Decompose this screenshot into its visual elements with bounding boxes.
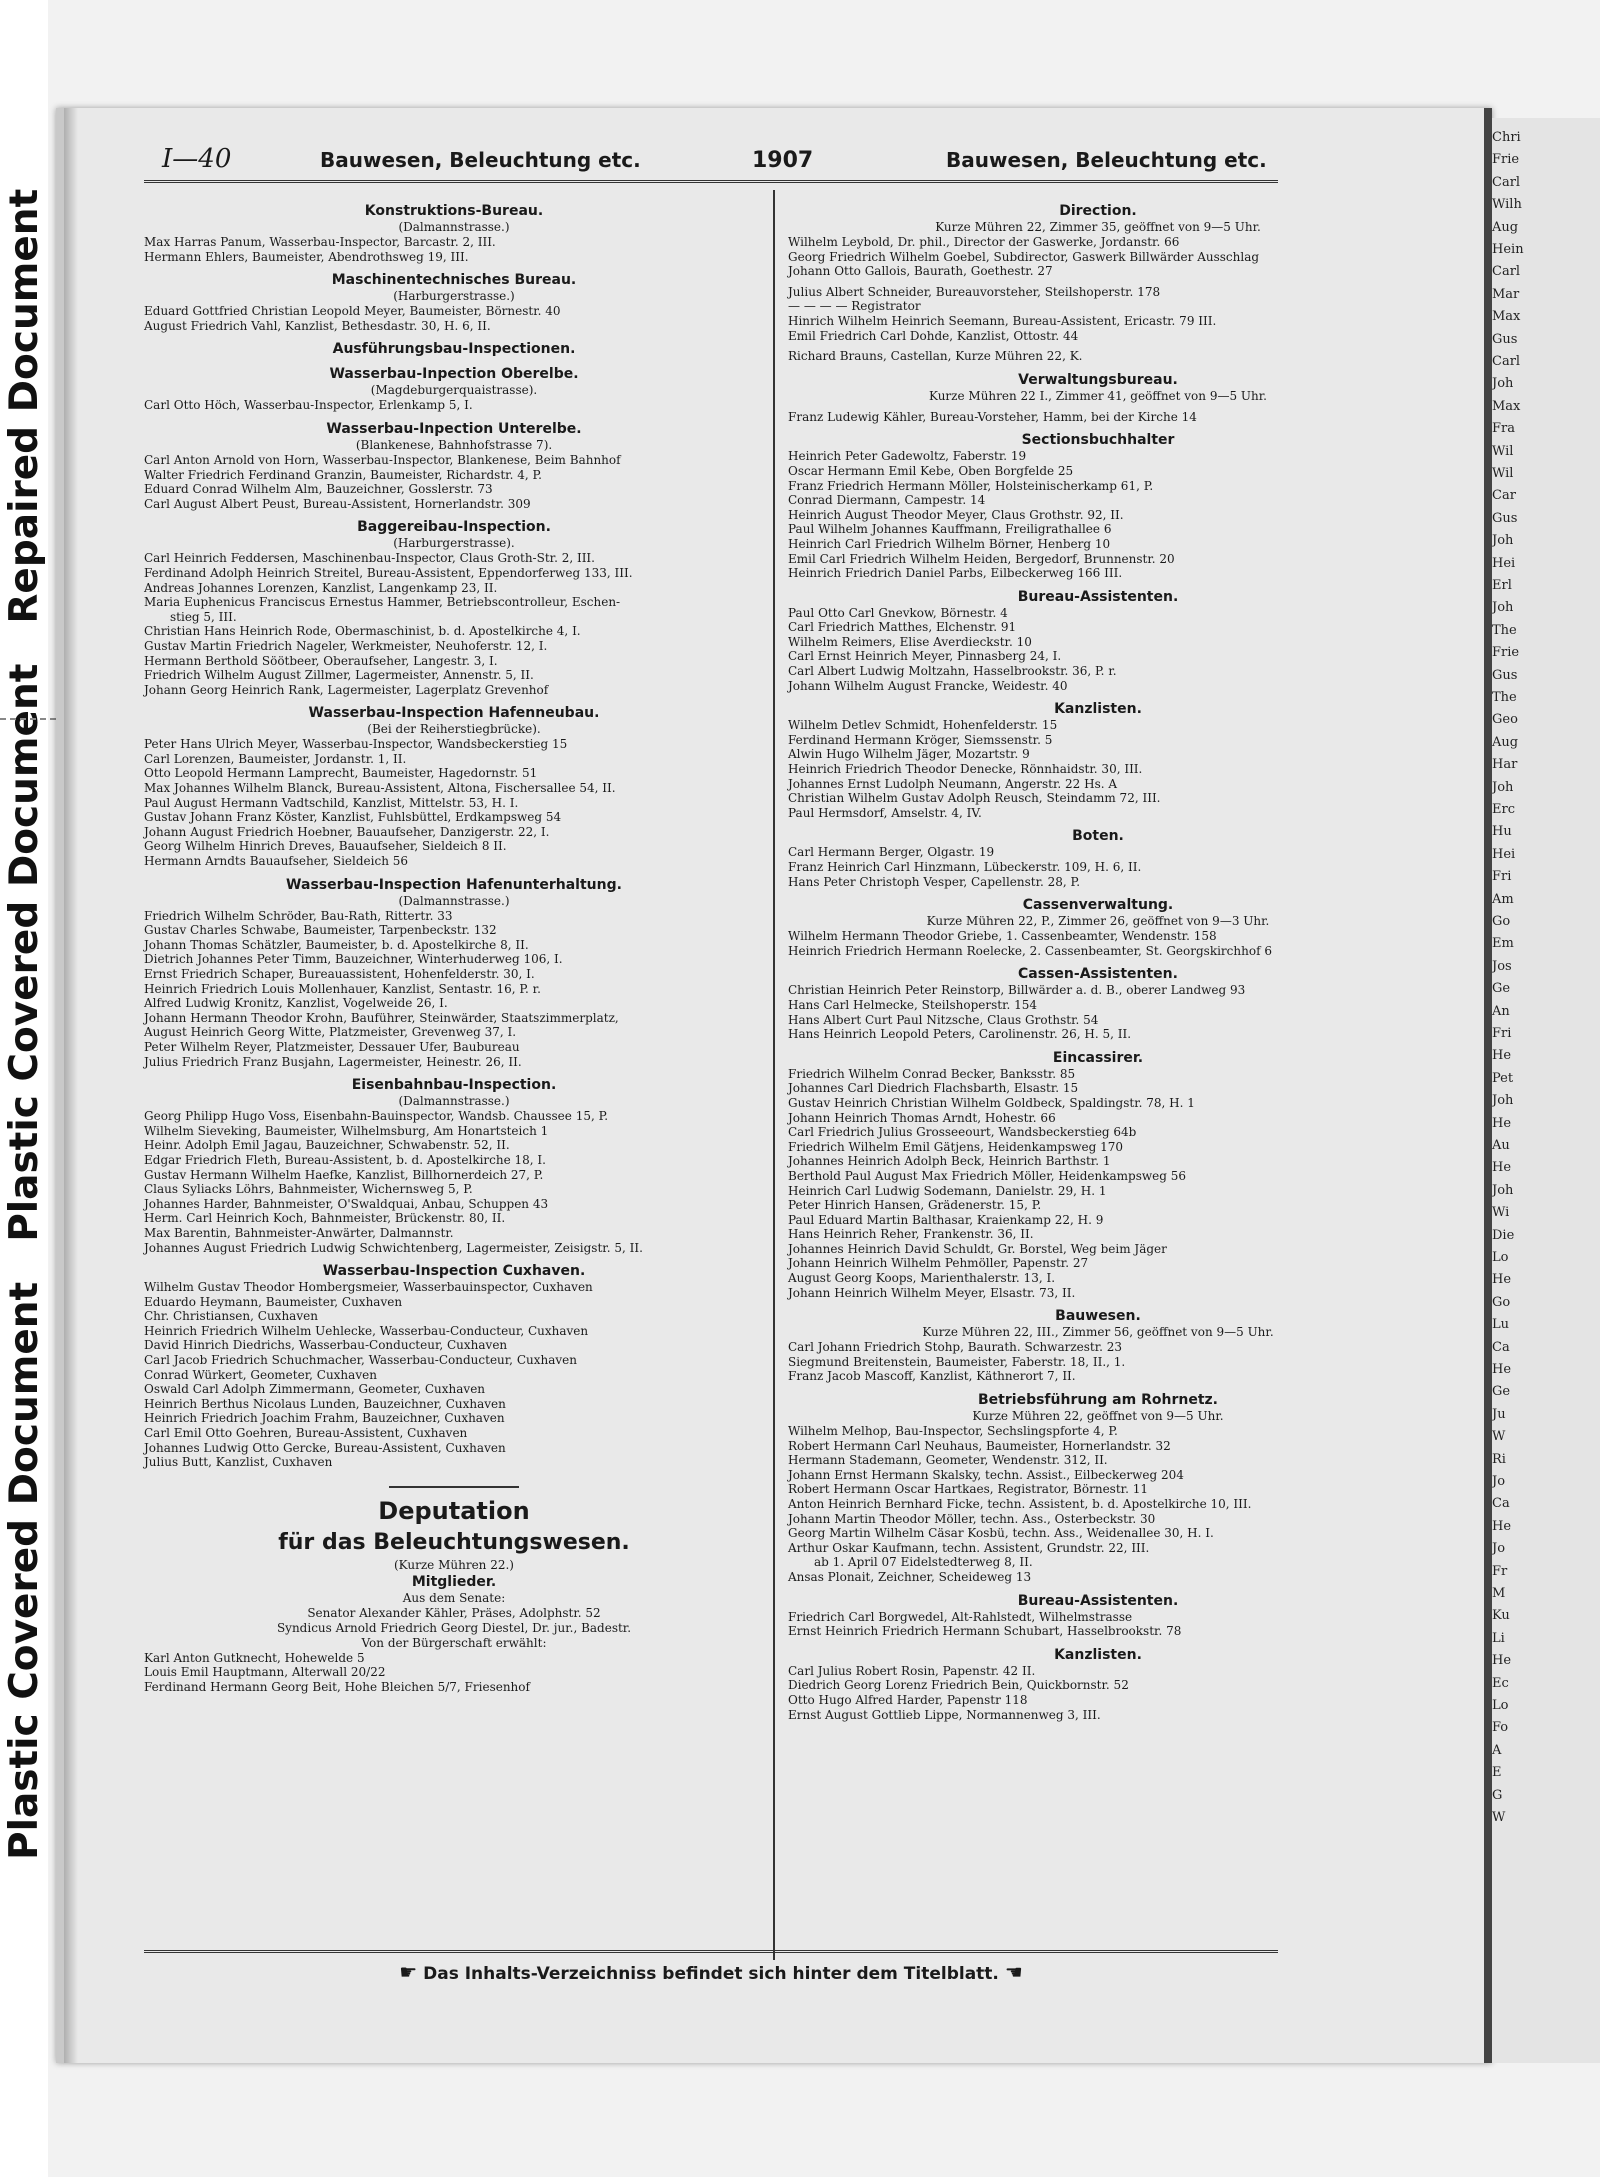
directory-entry: Johannes Carl Diedrich Flachsbarth, Elsastr. 15 — [788, 1081, 1079, 1096]
directory-entry: Friedrich Wilhelm August Zillmer, Lagermeister, Annenstr. 5, II. — [144, 668, 534, 683]
directory-entry: Franz Jacob Mascoff, Kanzlist, Käthnerort 7, II. — [788, 1369, 1076, 1384]
side-label-part3: Repaired Document — [2, 188, 47, 624]
directory-entry: Claus Syliacks Löhrs, Bahnmeister, Wichernsweg 5, P. — [144, 1182, 473, 1197]
directory-entry: Johann Ernst Hermann Skalsky, techn. Assist., Eilbeckerweg 204 — [788, 1467, 1184, 1482]
directory-entry: Carl Emil Otto Goehren, Bureau-Assistent, Cuxhaven — [144, 1426, 468, 1441]
directory-entry: Wilhelm Gustav Theodor Hombergsmeier, Wasserbauinspector, Cuxhaven — [144, 1280, 593, 1295]
directory-entry: Christian Wilhelm Gustav Adolph Reusch, Steindamm 72, III. — [788, 791, 1161, 806]
adjacent-page-text: Carl — [1492, 264, 1521, 280]
directory-entry: Heinrich Friedrich Joachim Frahm, Bauzeichner, Cuxhaven — [144, 1411, 505, 1426]
adjacent-page-text: The — [1492, 690, 1517, 705]
section-subheading: Kurze Mühren 22, P., Zimmer 26, geöffnet von 9—3 Uhr. — [926, 914, 1270, 929]
section-subheading: Kurze Mühren 22, III., Zimmer 56, geöffnet von 9—5 Uhr. — [922, 1325, 1274, 1340]
directory-entry: Paul Eduard Martin Balthasar, Kraienkamp 22, H. 9 — [788, 1212, 1104, 1227]
directory-entry: Siegmund Breitenstein, Baumeister, Faberstr. 18, II., 1. — [788, 1354, 1126, 1369]
directory-entry: Carl Ernst Heinrich Meyer, Pinnasberg 24, I. — [788, 649, 1062, 664]
adjacent-page-text: Gus — [1492, 667, 1518, 683]
adjacent-page-text: Hu — [1492, 824, 1512, 840]
directory-entry: Eduard Gottfried Christian Leopold Meyer, Baumeister, Börnestr. 40 — [144, 304, 561, 319]
adjacent-page-text: He — [1492, 1115, 1512, 1131]
section-heading: Maschinentechnisches Bureau. — [331, 272, 577, 289]
section-subheading: (Blankenese, Bahnhofstrasse 7). — [355, 437, 553, 452]
adjacent-page-text: Joh — [1492, 1182, 1514, 1198]
left-column — [144, 202, 764, 1695]
adjacent-page-text: Har — [1492, 757, 1518, 773]
directory-entry: Paul Wilhelm Johannes Kauffmann, Freiligrathallee 6 — [788, 522, 1112, 537]
directory-entry: Gustav Martin Friedrich Nageler, Werkmeister, Neuhoferstr. 12, I. — [144, 638, 548, 653]
directory-entry: Franz Friedrich Hermann Möller, Holsteinischerkamp 61, P. — [788, 478, 1154, 493]
directory-entry: Max Barentin, Bahnmeister-Anwärter, Dalmannstr. — [144, 1225, 454, 1240]
adjacent-page-text: Lo — [1492, 1250, 1509, 1265]
directory-entry: Peter Hans Ulrich Meyer, Wasserbau-Inspector, Wandsbeckerstieg 15 — [144, 737, 568, 752]
adjacent-page-text: Wi — [1492, 1205, 1510, 1221]
directory-entry: Johann Thomas Schätzler, Baumeister, b. d. Apostelkirche 8, II. — [144, 937, 529, 952]
deputation-title: Deputation — [378, 1496, 530, 1525]
section-heading: Wasserbau-Inspection Cuxhaven. — [322, 1263, 586, 1280]
section-heading: Direction. — [1059, 203, 1137, 219]
adjacent-page-text: Fri — [1492, 869, 1512, 885]
directory-entry: Herm. Carl Heinrich Koch, Bahnmeister, Brückenstr. 80, II. — [144, 1211, 506, 1226]
directory-entry: Johann Georg Heinrich Rank, Lagermeister, Lagerplatz Grevenhof — [144, 682, 549, 697]
adjacent-page-text: Hei — [1492, 846, 1516, 862]
citizen-member: Ferdinand Hermann Georg Beit, Hohe Bleichen 5/7, Friesenhof — [144, 1680, 530, 1694]
adjacent-page-text: Carl — [1492, 354, 1521, 369]
directory-entry: Julius Butt, Kanzlist, Cuxhaven — [144, 1455, 333, 1470]
adjacent-page-text: Gus — [1492, 510, 1518, 526]
section-heading: Wasserbau-Inpection Oberelbe. — [329, 366, 579, 383]
adjacent-page-text: Aug — [1492, 734, 1519, 750]
directory-entry: Diedrich Georg Lorenz Friedrich Bein, Quickbornstr. 52 — [788, 1678, 1129, 1693]
directory-entry: Johann August Friedrich Hoebner, Bauaufseher, Danzigerstr. 22, I. — [144, 824, 550, 839]
directory-entry: Johann Heinrich Wilhelm Meyer, Elsastr. 73, II. — [788, 1285, 1076, 1300]
directory-entry: Alwin Hugo Wilhelm Jäger, Mozartstr. 9 — [788, 747, 1030, 762]
directory-entry: Richard Brauns, Castellan, Kurze Mühren 22, K. — [788, 349, 1083, 364]
deputation-section — [144, 1494, 764, 1695]
directory-entry: Arthur Oskar Kaufmann, techn. Assistent, Grundstr. 22, III. — [788, 1540, 1150, 1555]
directory-entry: Heinrich August Theodor Meyer, Claus Grothstr. 92, II. — [788, 507, 1124, 522]
adjacent-page-text: Erc — [1492, 802, 1515, 817]
column-divider — [773, 190, 775, 1960]
directory-entry: Peter Wilhelm Reyer, Platzmeister, Dessauer Ufer, Baubureau — [144, 1039, 520, 1054]
directory-entry: Gustav Heinrich Christian Wilhelm Goldbeck, Spaldingstr. 78, H. 1 — [788, 1095, 1195, 1110]
adjacent-page-text: Max — [1492, 398, 1521, 414]
adjacent-page-text: W — [1492, 1429, 1506, 1445]
directory-entry: Hermann Arndts Bauaufseher, Sieldeich 56 — [144, 854, 409, 869]
section-heading: Kanzlisten. — [1054, 1646, 1142, 1663]
directory-entry: Carl Friedrich Matthes, Elchenstr. 91 — [788, 620, 1017, 635]
adjacent-page-text: Joh — [1492, 779, 1514, 795]
directory-entry: Carl Johann Friedrich Stohp, Baurath. Schwarzestr. 23 — [788, 1340, 1123, 1355]
adjacent-page-text: Jo — [1492, 1541, 1506, 1557]
adjacent-page-text: Ge — [1492, 981, 1511, 997]
deputation-rule — [389, 1486, 519, 1488]
directory-entry: Friedrich Wilhelm Schröder, Bau-Rath, Rittertr. 33 — [144, 908, 453, 923]
adjacent-page-text: Wil — [1492, 466, 1514, 481]
directory-entry: Georg Wilhelm Hinrich Dreves, Bauaufseher, Sieldeich 8 II. — [144, 839, 507, 854]
directory-entry: Edgar Friedrich Fleth, Bureau-Assistent, b. d. Apostelkirche 18, I. — [144, 1152, 546, 1167]
adjacent-page-text: Chri — [1492, 130, 1521, 145]
directory-entry: Robert Hermann Carl Neuhaus, Baumeister, Hornerlandstr. 32 — [788, 1438, 1171, 1453]
citizen-member: Louis Emil Hauptmann, Alterwall 20/22 — [144, 1665, 386, 1680]
section-heading: Konstruktions-Bureau. — [364, 203, 544, 219]
directory-entry: Ferdinand Hermann Kröger, Siemssenstr. 5 — [788, 732, 1053, 747]
citizen-member: Karl Anton Gutknecht, Hohewelde 5 — [144, 1650, 365, 1665]
directory-entry: stieg 5, III. — [170, 609, 237, 624]
directory-entry: Carl Albert Ludwig Moltzahn, Hasselbrookstr. 36, P. r. — [788, 664, 1117, 679]
pointing-hand-left-icon: ☚ — [1004, 1960, 1023, 1984]
footer-note: Das Inhalts-Verzeichniss befindet sich hinter dem Titelblatt. — [423, 1964, 999, 1984]
adjacent-page-text: Em — [1492, 936, 1514, 952]
directory-entry: Carl Lorenzen, Baumeister, Jordanstr. 1, II. — [144, 751, 407, 766]
adjacent-page-text: Pet — [1492, 1070, 1514, 1086]
directory-entry: Anton Heinrich Bernhard Ficke, techn. Assistent, b. d. Apostelkirche 10, III. — [788, 1497, 1252, 1511]
adjacent-page-text: Car — [1492, 488, 1516, 504]
section-subheading: Kurze Mühren 22, Zimmer 35, geöffnet von 9—5 Uhr. — [935, 220, 1261, 234]
section-heading: Boten. — [1072, 828, 1124, 845]
directory-entry: Ansas Plonait, Zeichner, Scheideweg 13 — [788, 1569, 1032, 1584]
adjacent-page-text: Ca — [1492, 1339, 1510, 1355]
section-heading: Bauwesen. — [1055, 1308, 1141, 1325]
directory-entry: Oscar Hermann Emil Kebe, Oben Borgfelde 25 — [788, 463, 1074, 478]
directory-entry: Hermann Stademann, Geometer, Wendenstr. 312, II. — [788, 1453, 1108, 1468]
directory-entry: Ernst Heinrich Friedrich Hermann Schubart, Hasselbrookstr. 78 — [788, 1624, 1182, 1639]
adjacent-page-text: A — [1492, 1742, 1502, 1758]
directory-entry: Johannes Ernst Ludolph Neumann, Angerstr. 22 Hs. A — [788, 776, 1118, 791]
directory-entry: Ernst August Gottlieb Lippe, Normannenweg 3, III. — [788, 1707, 1101, 1722]
adjacent-page-text: Frie — [1492, 645, 1520, 661]
adjacent-page-text: Ec — [1492, 1675, 1509, 1691]
adjacent-page-text: He — [1492, 1160, 1512, 1176]
deputation-address: (Kurze Mühren 22.) — [394, 1557, 514, 1572]
directory-entry: Heinrich Friedrich Hermann Roelecke, 2. Cassenbeamter, St. Georgskirchhof 6 — [788, 943, 1272, 958]
directory-entry: Heinrich Carl Friedrich Wilhelm Börner, Henberg 10 — [788, 536, 1111, 551]
adjacent-page-text: Fra — [1492, 421, 1515, 437]
directory-entry: Carl Jacob Friedrich Schuchmacher, Wasserbau-Conducteur, Cuxhaven — [144, 1353, 577, 1368]
directory-entry: Eduardo Heymann, Baumeister, Cuxhaven — [144, 1294, 403, 1309]
directory-entry: Johannes Heinrich David Schuldt, Gr. Borstel, Weg beim Jäger — [788, 1241, 1167, 1256]
adjacent-page-text: Joh — [1492, 376, 1514, 392]
adjacent-page-text: Ju — [1492, 1406, 1506, 1422]
adjacent-page-text: Max — [1492, 309, 1521, 325]
adjacent-page-text: The — [1492, 622, 1517, 638]
section-heading: Wasserbau-Inpection Unterelbe. — [326, 420, 582, 437]
directory-entry: Wilhelm Detlev Schmidt, Hohenfelderstr. 15 — [788, 718, 1058, 733]
adjacent-page-text: Gus — [1492, 331, 1518, 347]
directory-entry: Ernst Friedrich Schaper, Bureauassistent, Hohenfelderstr. 30, I. — [144, 967, 535, 981]
adjacent-page-text: Wilh — [1492, 197, 1522, 213]
section-subheading: (Dalmannstrasse.) — [398, 220, 510, 234]
directory-entry: August Georg Koops, Marienthalerstr. 13, I. — [788, 1271, 1056, 1286]
directory-entry: August Heinrich Georg Witte, Platzmeister, Grevenweg 37, I. — [144, 1025, 517, 1040]
directory-entry: Johann Otto Gallois, Baurath, Goethestr. 27 — [788, 264, 1053, 279]
directory-entry: Alfred Ludwig Kronitz, Kanzlist, Vogelweide 26, I. — [144, 996, 448, 1011]
directory-entry: Heinrich Friedrich Wilhelm Uehlecke, Wasserbau-Conducteur, Cuxhaven — [144, 1323, 589, 1338]
directory-entry: Heinr. Adolph Emil Jagau, Bauzeichner, Schwabenstr. 52, II. — [144, 1138, 510, 1153]
directory-entry: Johann Wilhelm August Francke, Weidestr. 40 — [788, 678, 1068, 693]
senate-heading: Aus dem Senate: — [402, 1590, 506, 1605]
adjacent-page-text: Ca — [1492, 1496, 1510, 1512]
section-subheading: Kurze Mühren 22 I., Zimmer 41, geöffnet von 9—5 Uhr. — [929, 388, 1267, 403]
right-column — [788, 202, 1408, 1722]
section-heading: Eisenbahnbau-Inspection. — [351, 1077, 557, 1094]
directory-entry: Gustav Charles Schwabe, Baumeister, Tarpenbeckstr. 132 — [144, 923, 497, 938]
directory-entry: August Friedrich Vahl, Kanzlist, Bethesdastr. 30, H. 6, II. — [144, 318, 491, 333]
section-subheading: Kurze Mühren 22, geöffnet von 9—5 Uhr. — [972, 1409, 1224, 1424]
directory-entry: Johannes Heinrich Adolph Beck, Heinrich Barthstr. 1 — [788, 1154, 1111, 1169]
adjacent-page-text: Joh — [1492, 600, 1514, 616]
adjacent-page-text: Jos — [1492, 958, 1512, 974]
directory-entry: Johannes Harder, Bahnmeister, O'Swaldquai, Anbau, Schuppen 43 — [144, 1196, 549, 1211]
directory-entry: Wilhelm Hermann Theodor Griebe, 1. Cassenbeamter, Wendenstr. 158 — [788, 929, 1217, 944]
header-year: 1907 — [752, 148, 814, 173]
directory-entry: Gustav Hermann Wilhelm Haefke, Kanzlist, Billhornerdeich 27, P. — [144, 1167, 544, 1182]
directory-entry: Eduard Conrad Wilhelm Alm, Bauzeichner, Gosslerstr. 73 — [144, 482, 493, 497]
section-subheading: (Dalmannstrasse.) — [398, 893, 510, 908]
directory-entry: Johann Hermann Theodor Krohn, Bauführer, Steinwärder, Staatszimmerplatz, — [144, 1010, 619, 1025]
section-subheading: (Harburgerstrasse). — [393, 536, 515, 551]
section-heading: Sectionsbuchhalter — [1021, 432, 1175, 449]
directory-entry: Paul Hermsdorf, Amselstr. 4, IV. — [788, 805, 982, 820]
adjacent-page-text: Ri — [1492, 1451, 1506, 1467]
deputation-subtitle: für das Beleuchtungswesen. — [278, 1529, 630, 1555]
scan-side-label — [2, 160, 47, 1860]
adjacent-page-text: He — [1492, 1048, 1512, 1064]
adjacent-page-text: Fo — [1492, 1720, 1509, 1736]
directory-entry: Hans Peter Christoph Vesper, Capellenstr. 28, P. — [788, 874, 1081, 889]
directory-entry: Carl Heinrich Feddersen, Maschinenbau-Inspector, Claus Groth-Str. 2, III. — [144, 551, 595, 566]
directory-entry: Conrad Diermann, Campestr. 14 — [788, 493, 986, 508]
directory-entry: Hans Albert Curt Paul Nitzsche, Claus Grothstr. 54 — [788, 1012, 1099, 1027]
directory-entry: Wilhelm Leybold, Dr. phil., Director der Gaswerke, Jordanstr. 66 — [788, 235, 1180, 249]
section-heading: Bureau-Assistenten. — [1017, 588, 1179, 605]
directory-entry: Johann Martin Theodor Möller, techn. Ass., Osterbeckstr. 30 — [788, 1511, 1156, 1526]
adjacent-page-text: Go — [1492, 1294, 1511, 1310]
directory-entry: Emil Carl Friedrich Wilhelm Heiden, Bergedorf, Brunnenstr. 20 — [788, 551, 1175, 566]
directory-entry: Heinrich Friedrich Daniel Parbs, Eilbeckerweg 166 III. — [788, 566, 1123, 581]
directory-entry: Hans Heinrich Reher, Frankenstr. 36, II. — [788, 1227, 1034, 1242]
senate-member: Syndicus Arnold Friedrich Georg Diestel, Dr. jur., Badestr. — [276, 1620, 632, 1635]
adjacent-page-text: Frie — [1492, 152, 1520, 168]
section-subheading: (Magdeburgerquaistrasse). — [370, 383, 538, 398]
directory-entry: Max Harras Panum, Wasserbau-Inspector, Barcastr. 2, III. — [144, 235, 496, 249]
section-heading: Baggereibau-Inspection. — [357, 519, 551, 536]
directory-entry: Otto Hugo Alfred Harder, Papenstr 118 — [788, 1692, 1028, 1707]
side-label-part1: Plastic Covered Document — [2, 1281, 47, 1860]
directory-entry: Georg Martin Wilhelm Cäsar Kosbü, techn. Ass., Weidenallee 30, H. I. — [788, 1526, 1214, 1541]
adjacent-page-text: Wil — [1492, 443, 1514, 459]
directory-entry: Julius Friedrich Franz Busjahn, Lagermeister, Heinestr. 26, II. — [144, 1054, 522, 1069]
section-heading: Eincassirer. — [1052, 1049, 1144, 1066]
section-heading: Betriebsführung am Rohrnetz. — [978, 1392, 1218, 1409]
adjacent-page-text: He — [1492, 1518, 1512, 1534]
adjacent-page-text: He — [1492, 1653, 1512, 1669]
adjacent-page-text: E — [1492, 1765, 1502, 1781]
directory-entry: Hans Heinrich Leopold Peters, Carolinenstr. 26, H. 5, II. — [788, 1027, 1132, 1042]
adjacent-page-text: Mar — [1492, 286, 1520, 302]
directory-entry: Carl Hermann Berger, Olgastr. 19 — [788, 845, 995, 860]
adjacent-page-text: He — [1492, 1272, 1512, 1288]
adjacent-page-text: Erl — [1492, 578, 1512, 593]
directory-entry: Carl Otto Höch, Wasserbau-Inspector, Erlenkamp 5, I. — [144, 398, 473, 413]
adjacent-page-text: Geo — [1492, 712, 1518, 728]
section-heading: Verwaltungsbureau. — [1018, 371, 1178, 388]
book-gutter — [1484, 108, 1492, 2063]
directory-entry: Carl August Albert Peust, Bureau-Assistent, Hornerlandstr. 309 — [144, 496, 531, 511]
directory-entry: Carl Friedrich Julius Grosseeourt, Wandsbeckerstieg 64b — [788, 1125, 1137, 1140]
directory-entry: Peter Hinrich Hansen, Grädenerstr. 15, P. — [788, 1198, 1042, 1213]
pointing-hand-right-icon: ☛ — [399, 1960, 418, 1984]
scan-side-stripe — [0, 0, 48, 2177]
directory-entry: Heinrich Friedrich Theodor Denecke, Rönnhaidstr. 30, III. — [788, 762, 1143, 777]
directory-entry: Christian Heinrich Peter Reinstorp, Billwärder a. d. B., oberer Landweg 93 — [788, 983, 1246, 998]
section-heading: Cassen-Assistenten. — [1018, 966, 1178, 983]
footer-rule — [144, 1950, 1278, 1953]
adjacent-page-text: Hei — [1492, 555, 1516, 571]
section-heading: Bureau-Assistenten. — [1017, 1592, 1179, 1609]
directory-entry: Julius Albert Schneider, Bureauvorsteher, Steilshoperstr. 178 — [788, 284, 1161, 299]
directory-entry: Wilhelm Melhop, Bau-Inspector, Sechslingspforte 4, P. — [788, 1424, 1118, 1439]
directory-entry: Hermann Ehlers, Baumeister, Abendrothsweg 19, III. — [144, 249, 469, 264]
senate-member: Senator Alexander Kähler, Präses, Adolphstr. 52 — [307, 1605, 601, 1620]
adjacent-page-text: Li — [1492, 1630, 1505, 1646]
directory-entry: Oswald Carl Adolph Zimmermann, Geometer, Cuxhaven — [144, 1382, 486, 1397]
adjacent-page-text: Jo — [1492, 1474, 1506, 1489]
directory-entry: Hermann Berthold Söötbeer, Oberaufseher, Langestr. 3, I. — [144, 653, 498, 668]
adjacent-page-text: Aug — [1492, 219, 1519, 235]
directory-entry: Conrad Würkert, Geometer, Cuxhaven — [144, 1367, 377, 1382]
directory-entry: Carl Julius Robert Rosin, Papenstr. 42 II. — [788, 1663, 1036, 1678]
directory-entry: Friedrich Carl Borgwedel, Alt-Rahlstedt, Wilhelmstrasse — [788, 1609, 1133, 1624]
directory-entry: Robert Hermann Oscar Hartkaes, Registrator, Börnestr. 11 — [788, 1482, 1148, 1497]
directory-entry: Max Johannes Wilhelm Blanck, Bureau-Assistent, Altona, Fischersallee 54, II. — [144, 781, 616, 796]
directory-entry: Hinrich Wilhelm Heinrich Seemann, Bureau-Assistent, Ericastr. 79 III. — [788, 313, 1217, 328]
directory-entry: Johann Heinrich Wilhelm Pehmöller, Papenstr. 27 — [788, 1256, 1089, 1271]
adjacent-page-text: Lo — [1492, 1698, 1509, 1713]
section-heading: Wasserbau-Inspection Hafenunterhaltung. — [286, 876, 622, 893]
directory-entry: Dietrich Johannes Peter Timm, Bauzeichner, Winterhuderweg 106, I. — [144, 952, 563, 967]
adjacent-page-text: Lu — [1492, 1317, 1510, 1333]
directory-entry: Heinrich Carl Ludwig Sodemann, Danielstr. 29, H. 1 — [788, 1183, 1107, 1198]
directory-entry: Ferdinand Adolph Heinrich Streitel, Bureau-Assistent, Eppendorferweg 133, III. — [144, 565, 633, 580]
section-subheading: (Bei der Reiherstiegbrücke). — [367, 722, 541, 737]
directory-entry: David Hinrich Diedrichs, Wasserbau-Conducteur, Cuxhaven — [144, 1338, 508, 1353]
directory-entry: Carl Anton Arnold von Horn, Wasserbau-Inspector, Blankenese, Beim Bahnhof — [144, 452, 621, 467]
directory-entry: Johannes Ludwig Otto Gercke, Bureau-Assistent, Cuxhaven — [144, 1440, 506, 1455]
adjacent-page-text: Die — [1492, 1227, 1515, 1243]
directory-entry: Berthold Paul August Max Friedrich Möller, Heidenkampsweg 56 — [788, 1168, 1187, 1183]
directory-entry: Johann Heinrich Thomas Arndt, Hohestr. 66 — [788, 1110, 1056, 1125]
adjacent-page-text: W — [1492, 1810, 1506, 1825]
adjacent-page-text: Ge — [1492, 1384, 1511, 1400]
directory-entry: Emil Friedrich Carl Dohde, Kanzlist, Ottostr. 44 — [788, 328, 1079, 343]
directory-entry: Maria Euphenicus Franciscus Ernestus Hammer, Betriebscontrolleur, Eschen- — [144, 595, 621, 610]
adjacent-page-text: Carl — [1492, 174, 1521, 190]
adjacent-page-text: Fr — [1492, 1563, 1508, 1579]
directory-entry: Heinrich Friedrich Louis Mollenhauer, Kanzlist, Sentastr. 16, P. r. — [144, 981, 541, 996]
adjacent-page-text: Joh — [1492, 1093, 1514, 1109]
section-heading: Ausführungsbau-Inspectionen. — [332, 341, 576, 358]
section-heading: Wasserbau-Inspection Hafenneubau. — [308, 705, 600, 722]
section-subheading: (Harburgerstrasse.) — [393, 289, 515, 304]
directory-entry: ab 1. April 07 Eidelstedterweg 8, II. — [814, 1555, 1033, 1570]
citizens-heading: Von der Bürgerschaft erwählt: — [361, 1635, 547, 1650]
directory-entry: Franz Heinrich Carl Hinzmann, Lübeckerstr. 109, H. 6, II. — [788, 860, 1142, 874]
cut-mark — [0, 718, 56, 720]
page-number: I—40 — [162, 144, 232, 174]
adjacent-page-fragment — [1492, 118, 1600, 2063]
directory-entry: Johannes August Friedrich Ludwig Schwichtenberg, Lagermeister, Zeisigstr. 5, II. — [144, 1240, 643, 1255]
side-label-part2: Plastic Covered Document — [2, 663, 47, 1242]
directory-entry: Paul August Hermann Vadtschild, Kanzlist, Mittelstr. 53, H. I. — [144, 795, 519, 810]
adjacent-page-text: Fri — [1492, 1026, 1512, 1041]
directory-entry: Gustav Johann Franz Köster, Kanzlist, Fuhlsbüttel, Erdkampsweg 54 — [144, 810, 562, 825]
directory-entry: Walter Friedrich Ferdinand Granzin, Baumeister, Richardstr. 4, P. — [144, 467, 542, 482]
adjacent-page-text: Go — [1492, 914, 1511, 929]
directory-entry: Friedrich Wilhelm Conrad Becker, Banksstr. 85 — [788, 1066, 1076, 1081]
adjacent-page-text: M — [1492, 1586, 1506, 1601]
directory-entry: Georg Friedrich Wilhelm Goebel, Subdirector, Gaswerk Billwärder Ausschlag — [788, 249, 1260, 264]
directory-entry: Hans Carl Helmecke, Steilshoperstr. 154 — [788, 997, 1038, 1012]
adjacent-page-text: He — [1492, 1362, 1512, 1377]
right-entries — [788, 202, 1408, 1722]
page-edge-shadow — [64, 108, 78, 2063]
adjacent-page-text: An — [1492, 1003, 1510, 1019]
left-entries — [144, 202, 764, 1470]
members-heading: Mitglieder. — [411, 1573, 497, 1590]
adjacent-page-text: Am — [1492, 891, 1514, 907]
directory-entry: Andreas Johannes Lorenzen, Kanzlist, Langenkamp 23, II. — [144, 580, 498, 595]
adjacent-page-text: G — [1492, 1787, 1503, 1803]
directory-entry: Wilhelm Reimers, Elise Averdieckstr. 10 — [788, 634, 1032, 649]
adjacent-page-text: Ku — [1492, 1608, 1510, 1624]
directory-entry: Paul Otto Carl Gnevkow, Börnestr. 4 — [788, 605, 1008, 620]
section-heading: Cassenverwaltung. — [1022, 897, 1174, 914]
directory-entry: Chr. Christiansen, Cuxhaven — [144, 1309, 318, 1324]
directory-entry: Christian Hans Heinrich Rode, Obermaschinist, b. d. Apostelkirche 4, I. — [144, 624, 581, 639]
directory-entry: Franz Ludewig Kähler, Bureau-Vorsteher, Hamm, bei der Kirche 14 — [788, 409, 1197, 424]
adjacent-page-text: Au — [1492, 1138, 1510, 1153]
header-left-title: Bauwesen, Beleuchtung etc. — [320, 148, 641, 172]
page-footer — [144, 1960, 1278, 1984]
adjacent-page-text: Hein — [1492, 242, 1524, 257]
header-rule — [144, 180, 1278, 183]
directory-entry: Heinrich Berthus Nicolaus Lunden, Bauzeichner, Cuxhaven — [144, 1396, 506, 1411]
directory-entry: — — — — Registrator — [788, 299, 921, 314]
directory-entry: Wilhelm Sieveking, Baumeister, Wilhelmsburg, Am Honartsteich 1 — [144, 1123, 549, 1138]
directory-entry: Georg Philipp Hugo Voss, Eisenbahn-Bauinspector, Wandsb. Chaussee 15, P. — [144, 1109, 609, 1124]
adjacent-page-text: Joh — [1492, 533, 1514, 549]
directory-entry: Friedrich Wilhelm Emil Gätjens, Heidenkampsweg 170 — [788, 1139, 1124, 1154]
section-subheading: (Dalmannstrasse.) — [398, 1094, 510, 1109]
directory-entry: Heinrich Peter Gadewoltz, Faberstr. 19 — [788, 449, 1027, 464]
directory-entry: Otto Leopold Hermann Lamprecht, Baumeister, Hagedornstr. 51 — [144, 766, 538, 781]
header-right-title: Bauwesen, Beleuchtung etc. — [946, 148, 1267, 172]
section-heading: Kanzlisten. — [1054, 701, 1142, 718]
